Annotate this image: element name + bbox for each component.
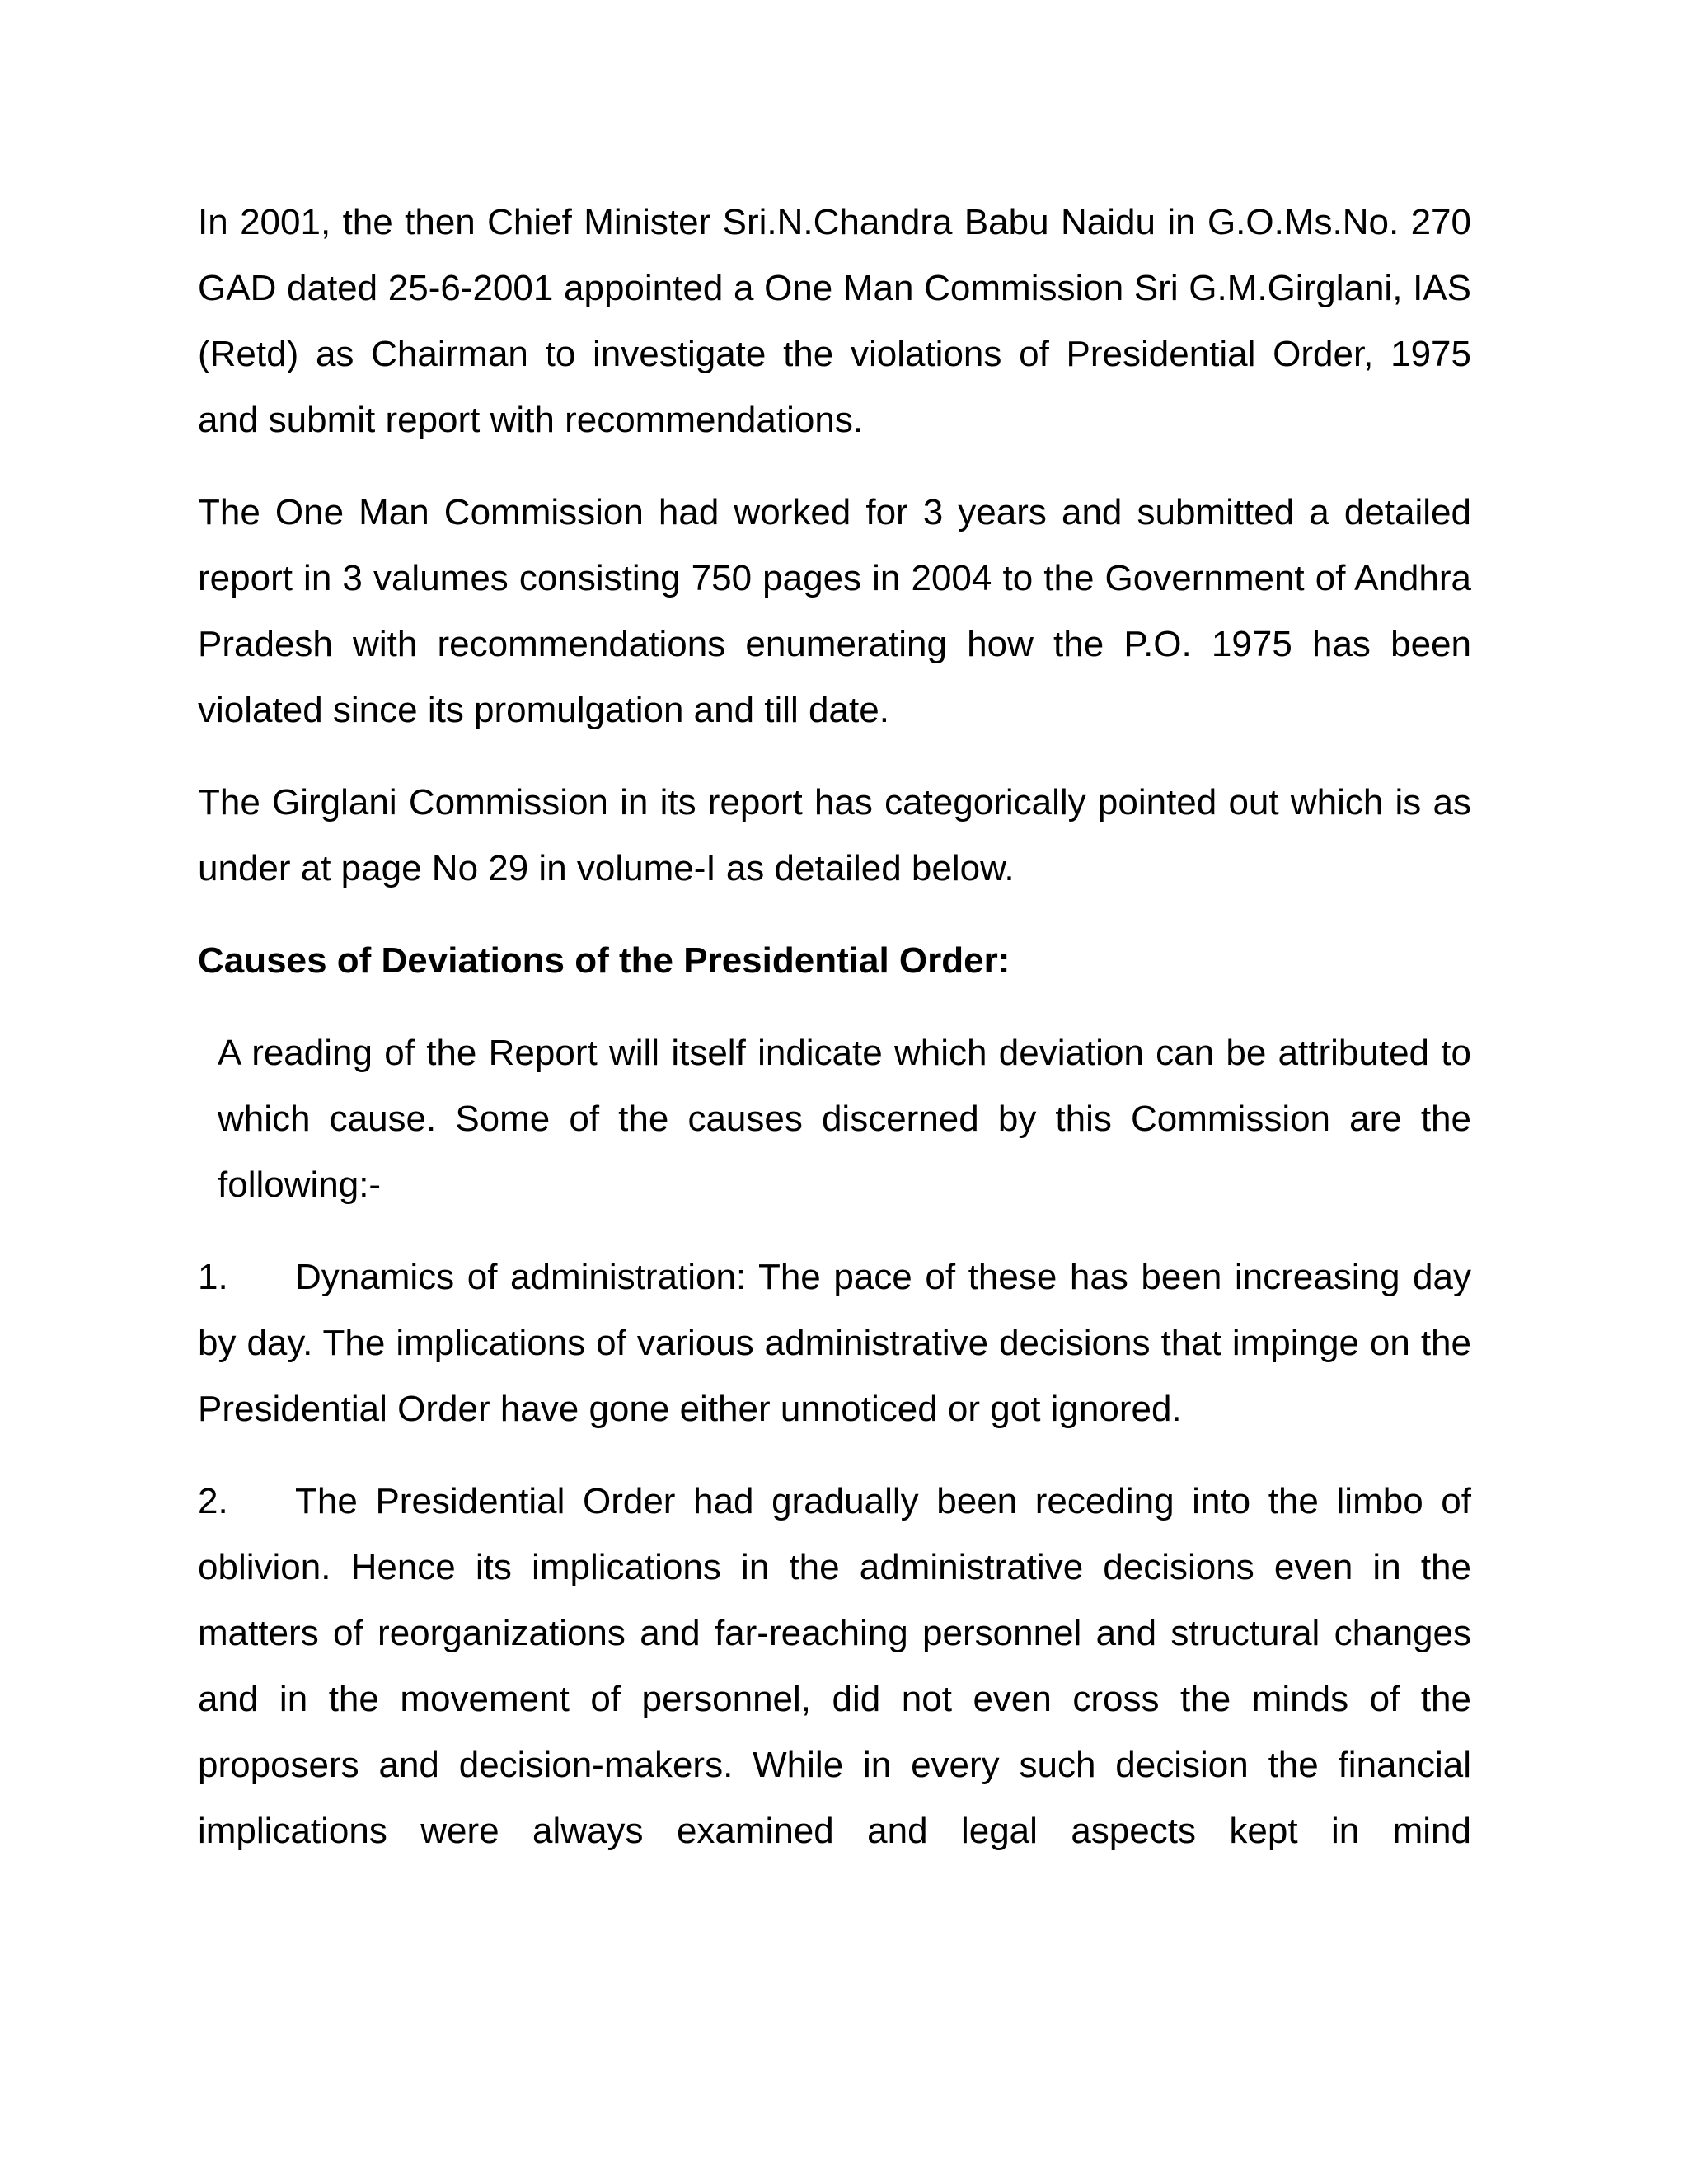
list-item-text: The Presidential Order had gradually been receding into the limbo of oblivion. Hence its implications in the administrative decisions even in the matters of reorganizations and far-reaching personnel and structural changes and in the movement of personnel, did not even cross the minds of the proposers and decision-makers. While in every such decision the financial implications were always examined and legal aspects kept in mind [198, 1481, 1471, 1851]
paragraph-commission-report: The One Man Commission had worked for 3 years and submitted a detailed report in 3 valumes consisting 750 pages in 2004 to the Government of Andhra Pradesh with recommendations enumerating how the P.O. 1975 has been violated since its promulgation and till date. [198, 492, 1471, 730]
paragraph-girglani-findings: The Girglani Commission in its report has categorically pointed out which is as under at page No 29 in volume-I as detailed below. [198, 782, 1471, 888]
paragraph-commission-appointment: In 2001, the then Chief Minister Sri.N.Chandra Babu Naidu in G.O.Ms.No. 270 GAD dated 25-6-2001 appointed a One Man Commission Sri G.M.Girglani, IAS (Retd) as Chairman to investigate the violations of Presidential Order, 1975 and submit report with recommendations. [198, 202, 1471, 440]
list-item-number: 2. [198, 1481, 228, 1521]
list-item [198, 1244, 1471, 1442]
list-item-text: Dynamics of administration: The pace of these has been increasing day by day. The implications of various administrative decisions that impinge on the Presidential Order have gone either unnoticed or got ignored. [198, 1257, 1471, 1429]
section-heading: Causes of Deviations of the Presidential Order: [198, 940, 1010, 981]
paragraph-causes-intro: A reading of the Report will itself indicate which deviation can be attributed to which cause. Some of the causes discerned by this Commission are the following:- [218, 1033, 1471, 1205]
document-body [198, 190, 1471, 1864]
list-item-number: 1. [198, 1257, 228, 1297]
list-item [198, 1469, 1471, 1864]
